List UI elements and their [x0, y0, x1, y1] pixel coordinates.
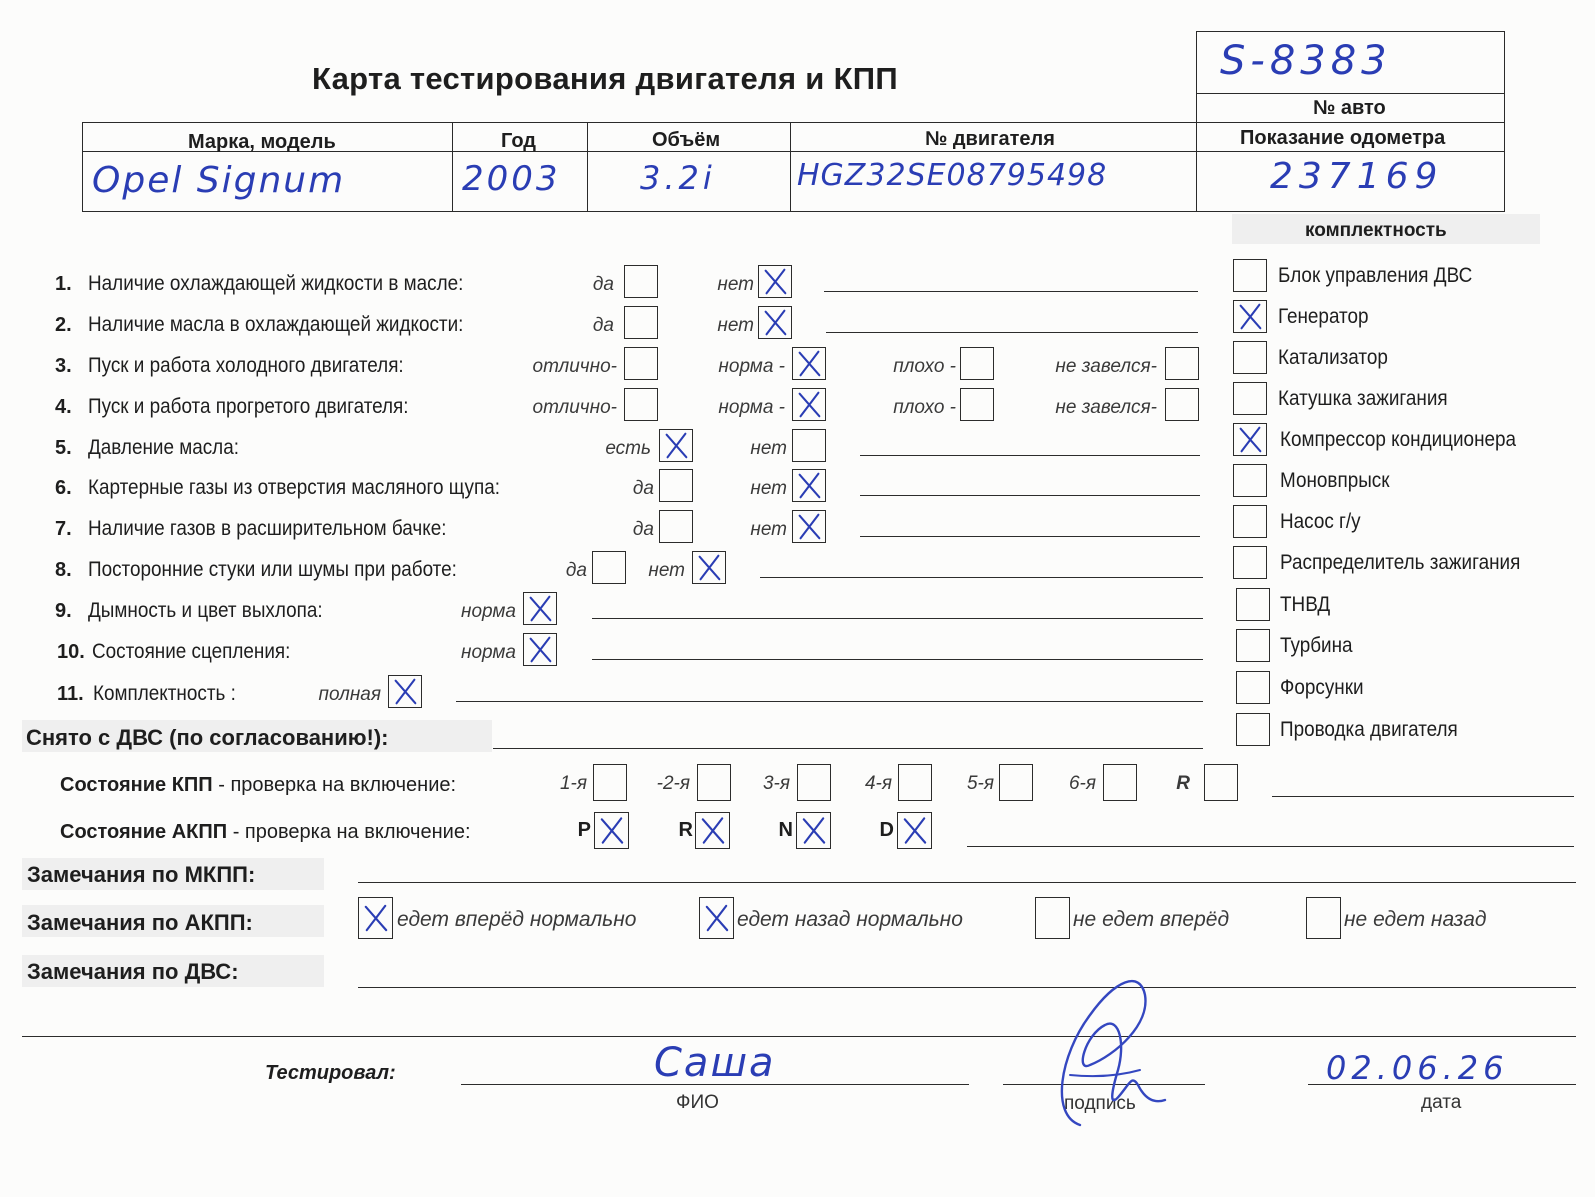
question-label: Картерные газы из отверстия масляного щупа: — [88, 476, 500, 499]
header-make-model: Марка, модель — [188, 131, 336, 153]
answer-line — [456, 701, 1203, 702]
remarks-mkpp-line — [358, 882, 1576, 883]
kit-item-label: Распределитель зажигания — [1280, 551, 1521, 574]
kpp-gear-label: 3-я — [762, 773, 790, 794]
option-label: плохо - — [893, 356, 956, 377]
question-number: 8. — [55, 559, 72, 581]
removed-line — [493, 748, 1203, 749]
akpp-gear-label: N — [778, 819, 793, 841]
akpp-remark-label: едет назад нормально — [737, 908, 963, 931]
answer-line — [826, 332, 1198, 333]
header-engine-number: № двигателя — [925, 128, 1055, 150]
option-checkbox[interactable] — [792, 429, 826, 462]
remarks-mkpp-label: Замечания по МКПП: — [27, 862, 256, 887]
signature-label: подпись — [1064, 1093, 1136, 1114]
tester-name: Саша — [654, 1040, 776, 1086]
kpp-label-rest: - проверка на включение: — [212, 774, 457, 796]
answer-line — [592, 659, 1203, 660]
date-label: дата — [1421, 1092, 1462, 1113]
question-number: 2. — [55, 314, 72, 336]
akpp-gear-label: D — [879, 819, 894, 841]
question-label: Дымность и цвет выхлопа: — [88, 599, 323, 622]
question-number: 10. — [57, 641, 85, 663]
kpp-gear-checkbox[interactable] — [1103, 764, 1137, 801]
option-label: отлично- — [532, 397, 617, 418]
option-label: да — [592, 274, 614, 295]
question-label: Пуск и работа прогретого двигателя: — [88, 395, 409, 418]
kpp-gear-label: 4-я — [864, 773, 892, 794]
kit-item-label: Блок управления ДВС — [1278, 264, 1473, 287]
question-number: 3. — [55, 355, 72, 377]
answer-line — [860, 495, 1200, 496]
question-label: Наличие газов в расширительном бачке: — [88, 517, 447, 540]
signature-image — [1020, 965, 1180, 1145]
kit-checkbox[interactable] — [1236, 629, 1270, 662]
akpp-remark-label: едет вперёд нормально — [397, 908, 637, 931]
value-year: 2003 — [462, 159, 561, 199]
option-label: не завелся- — [1055, 356, 1157, 377]
question-number: 11. — [57, 683, 84, 705]
page-title: Карта тестирования двигателя и КПП — [312, 61, 898, 96]
vehicle-table-col-divider — [790, 122, 791, 212]
question-label: Давление масла: — [88, 436, 239, 459]
kpp-gear-checkbox[interactable] — [697, 764, 731, 801]
kit-checkbox[interactable] — [1236, 713, 1270, 746]
option-label: полная — [318, 684, 381, 705]
kpp-gear-checkbox[interactable] — [797, 764, 831, 801]
kit-item-label: Турбина — [1280, 634, 1353, 657]
option-checkbox[interactable] — [523, 633, 557, 666]
removed-label: Снято с ДВС (по согласованию!): — [26, 725, 389, 750]
answer-line — [592, 618, 1203, 619]
fio-label: ФИО — [676, 1092, 719, 1113]
option-label: есть — [605, 438, 651, 459]
kpp-gear-label: 1-я — [559, 773, 587, 794]
header-odometer: Показание одометра — [1240, 127, 1446, 149]
kit-checkbox[interactable] — [1233, 300, 1267, 333]
option-label: норма - — [718, 397, 785, 418]
option-checkbox[interactable] — [960, 388, 994, 421]
kit-checkbox[interactable] — [1233, 423, 1267, 456]
option-label: норма — [461, 601, 516, 622]
akpp-remark-checkbox[interactable] — [1306, 897, 1341, 939]
question-label: Состояние сцепления: — [92, 640, 291, 663]
remarks-akpp-label: Замечания по АКПП: — [27, 910, 253, 935]
kit-checkbox[interactable] — [1233, 382, 1267, 415]
kit-checkbox[interactable] — [1233, 464, 1267, 497]
akpp-gear-checkbox[interactable] — [796, 812, 831, 849]
answer-line — [860, 536, 1200, 537]
kit-item-label: Проводка двигателя — [1280, 718, 1458, 741]
remarks-dvs-label: Замечания по ДВС: — [27, 959, 239, 984]
remarks-extra-line — [22, 1036, 1576, 1037]
kpp-gear-label: 6-я — [1068, 773, 1096, 794]
date-value: 02.06.26 — [1326, 1049, 1509, 1087]
option-checkbox[interactable] — [624, 388, 658, 421]
option-label: не завелся- — [1055, 397, 1157, 418]
auto-number-label: № авто — [1313, 97, 1386, 119]
kpp-gear-checkbox[interactable] — [999, 764, 1033, 801]
kit-item-label: Катализатор — [1278, 346, 1388, 369]
option-checkbox[interactable] — [960, 347, 994, 380]
header-volume: Объём — [652, 129, 721, 151]
remarks-dvs-line — [358, 987, 1576, 988]
akpp-remark-checkbox[interactable] — [358, 897, 393, 939]
kit-item-label: Компрессор кондиционера — [1280, 428, 1517, 451]
option-checkbox[interactable] — [758, 265, 792, 298]
option-checkbox[interactable] — [592, 551, 626, 584]
option-checkbox[interactable] — [659, 469, 693, 502]
tested-label: Тестировал: — [265, 1062, 396, 1084]
akpp-gear-label: R — [678, 819, 693, 841]
akpp-remark-checkbox[interactable] — [699, 897, 734, 939]
question-label: Пуск и работа холодного двигателя: — [88, 354, 404, 377]
option-checkbox[interactable] — [1165, 347, 1199, 380]
option-label: отлично- — [532, 356, 617, 377]
question-label: Наличие охлаждающей жидкости в масле: — [88, 272, 464, 295]
question-label: Комплектность : — [93, 682, 236, 705]
option-label: нет — [648, 560, 685, 581]
kit-item-label: Катушка зажигания — [1278, 387, 1448, 410]
answer-line — [760, 577, 1203, 578]
auto-number-divider — [1196, 93, 1505, 94]
question-number: 9. — [55, 600, 72, 622]
kpp-label — [60, 775, 456, 795]
akpp-line — [967, 846, 1574, 847]
option-checkbox[interactable] — [792, 347, 826, 380]
auto-number-value: S-8383 — [1220, 38, 1392, 84]
answer-line — [860, 455, 1200, 456]
kpp-gear-label: 5-я — [966, 773, 994, 794]
question-label: Наличие масла в охлаждающей жидкости: — [88, 313, 464, 336]
kit-checkbox[interactable] — [1233, 505, 1267, 538]
question-number: 1. — [55, 273, 72, 295]
option-checkbox[interactable] — [523, 592, 557, 625]
option-checkbox[interactable] — [792, 510, 826, 543]
akpp-gear-checkbox[interactable] — [695, 812, 730, 849]
header-year: Год — [501, 130, 536, 152]
option-label: нет — [750, 438, 787, 459]
question-number: 5. — [55, 437, 72, 459]
akpp-remark-label: не едет вперёд — [1073, 908, 1230, 931]
option-label: да — [565, 560, 587, 581]
option-checkbox[interactable] — [624, 265, 658, 298]
option-checkbox[interactable] — [659, 510, 693, 543]
kpp-label-bold: Состояние КПП — [60, 774, 213, 796]
answer-line — [824, 291, 1198, 292]
kit-checkbox[interactable] — [1233, 259, 1267, 292]
option-label: нет — [717, 274, 754, 295]
kit-checkbox[interactable] — [1233, 546, 1267, 579]
kit-checkbox[interactable] — [1236, 671, 1270, 704]
kpp-line — [1272, 796, 1574, 797]
kit-checkbox[interactable] — [1233, 341, 1267, 374]
option-checkbox[interactable] — [659, 429, 693, 462]
akpp-remark-label: не едет назад — [1344, 908, 1487, 931]
value-odometer: 237169 — [1270, 156, 1444, 197]
option-checkbox[interactable] — [692, 551, 726, 584]
option-label: да — [632, 478, 654, 499]
akpp-label-rest: - проверка на включение: — [227, 821, 471, 843]
option-label: норма - — [718, 356, 785, 377]
option-checkbox[interactable] — [758, 306, 792, 339]
vehicle-table-col-divider — [452, 122, 453, 212]
question-label: Посторонние стуки или шумы при работе: — [88, 558, 457, 581]
akpp-label-bold: Состояние АКПП — [60, 821, 228, 843]
option-checkbox[interactable] — [792, 469, 826, 502]
option-checkbox[interactable] — [624, 347, 658, 380]
value-make-model: Opel Signum — [92, 160, 346, 201]
kit-item-label: Форсунки — [1280, 676, 1364, 699]
kit-checkbox[interactable] — [1236, 588, 1270, 621]
value-volume: 3.2i — [640, 159, 716, 197]
vehicle-table-col-divider — [1196, 122, 1197, 212]
akpp-label — [60, 822, 471, 842]
kit-title: комплектность — [1305, 220, 1447, 241]
kit-item-label: Моновпрыск — [1280, 469, 1390, 492]
option-checkbox[interactable] — [388, 675, 422, 708]
option-label: да — [632, 519, 654, 540]
option-label: да — [592, 315, 614, 336]
akpp-gear-checkbox[interactable] — [594, 812, 629, 849]
option-label: норма — [461, 642, 516, 663]
kit-item-label: Насос г/у — [1280, 510, 1361, 533]
question-number: 4. — [55, 396, 72, 418]
kpp-gear-label: -2-я — [656, 773, 690, 794]
option-checkbox[interactable] — [1165, 388, 1199, 421]
kit-item-label: ТНВД — [1280, 593, 1331, 616]
question-number: 6. — [55, 477, 72, 499]
kpp-gear-checkbox[interactable] — [898, 764, 932, 801]
option-label: нет — [717, 315, 754, 336]
value-engine-number: HGZ32SE08795498 — [797, 158, 1108, 193]
option-checkbox[interactable] — [624, 306, 658, 339]
vehicle-table-col-divider — [587, 122, 588, 212]
kpp-gear-label: R — [1176, 773, 1190, 794]
kit-item-label: Генератор — [1278, 305, 1369, 328]
akpp-gear-checkbox[interactable] — [897, 812, 932, 849]
option-label: нет — [750, 478, 787, 499]
kpp-gear-checkbox[interactable] — [593, 764, 627, 801]
option-label: плохо - — [893, 397, 956, 418]
option-checkbox[interactable] — [792, 388, 826, 421]
akpp-gear-label: P — [577, 819, 591, 841]
akpp-remark-checkbox[interactable] — [1035, 897, 1070, 939]
kpp-gear-checkbox[interactable] — [1204, 764, 1238, 801]
option-label: нет — [750, 519, 787, 540]
question-number: 7. — [55, 518, 72, 540]
